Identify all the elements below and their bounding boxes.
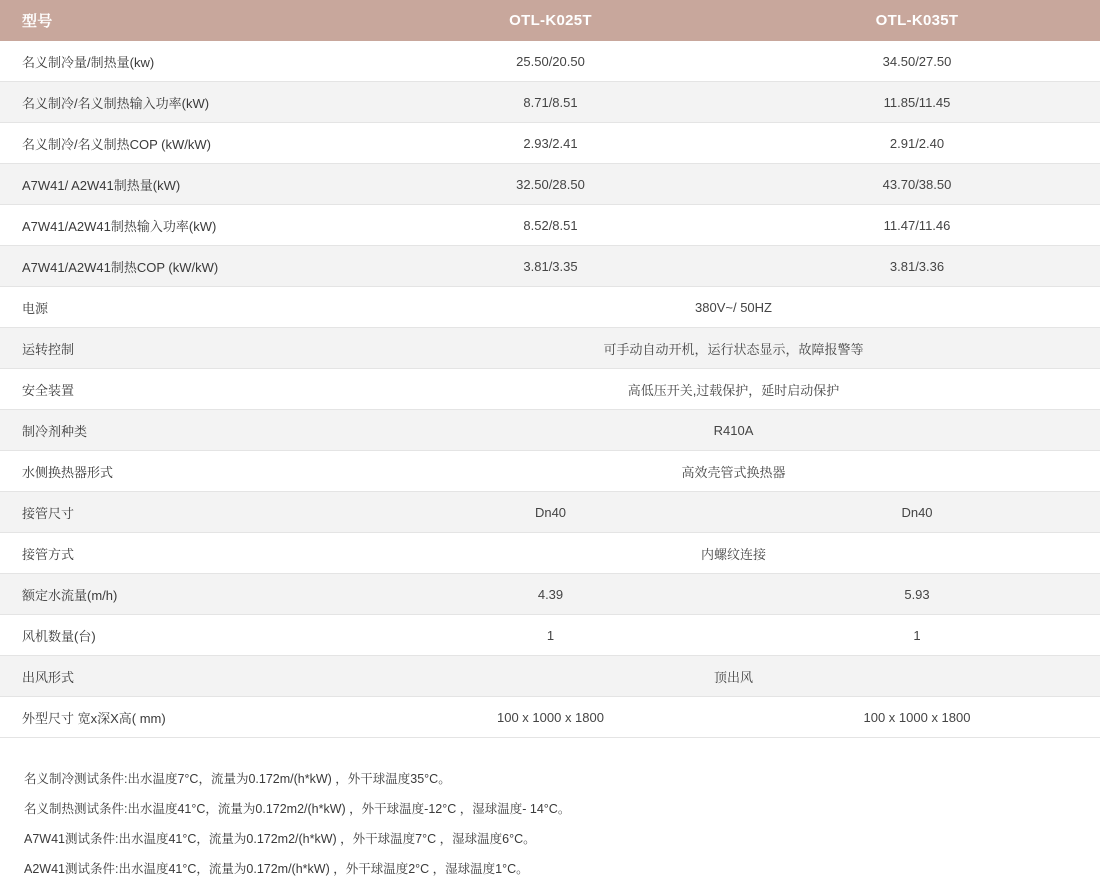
row-label: 名义制冷/名义制热输入功率(kW) — [0, 82, 367, 123]
row-label: A7W41/A2W41制热输入功率(kW) — [0, 205, 367, 246]
table-row — [0, 574, 1100, 615]
row-label: 接管尺寸 — [0, 492, 367, 533]
row-label: 电源 — [0, 287, 367, 328]
table-row — [0, 369, 1100, 410]
header-label: 型号 — [0, 0, 367, 41]
table-header — [0, 0, 1100, 41]
row-value-model-b: 34.50/27.50 — [734, 41, 1100, 82]
row-value-model-b: Dn40 — [734, 492, 1100, 533]
table-row — [0, 41, 1100, 82]
table-row — [0, 287, 1100, 328]
row-label: A7W41/ A2W41制热量(kW) — [0, 164, 367, 205]
row-label: 安全装置 — [0, 369, 367, 410]
table-body — [0, 41, 1100, 738]
table-row — [0, 533, 1100, 574]
row-value-model-a: 3.81/3.35 — [367, 246, 734, 287]
row-value-model-a: 8.71/8.51 — [367, 82, 734, 123]
row-value-model-a: 100 x 1000 x 1800 — [367, 697, 734, 738]
table-row — [0, 123, 1100, 164]
row-value-model-a: 2.93/2.41 — [367, 123, 734, 164]
row-value-model-a: 1 — [367, 615, 734, 656]
row-value-model-b: 100 x 1000 x 1800 — [734, 697, 1100, 738]
row-label: 名义制冷/名义制热COP (kW/kW) — [0, 123, 367, 164]
row-value-shared: 高效壳管式换热器 — [367, 451, 1100, 492]
table-row — [0, 205, 1100, 246]
row-value-shared: 高低压开关,过载保护，延时启动保护 — [367, 369, 1100, 410]
table-row — [0, 656, 1100, 697]
table-row — [0, 82, 1100, 123]
table-row — [0, 492, 1100, 533]
header-row — [0, 0, 1100, 41]
table-row — [0, 451, 1100, 492]
row-label: 名义制冷量/制热量(kw) — [0, 41, 367, 82]
row-value-model-b: 11.47/11.46 — [734, 205, 1100, 246]
row-label: 制冷剂种类 — [0, 410, 367, 451]
row-label: 水侧换热器形式 — [0, 451, 367, 492]
row-value-shared: R410A — [367, 410, 1100, 451]
header-model-a: OTL-K025T — [367, 0, 734, 41]
table-row — [0, 697, 1100, 738]
row-label: 外型尺寸 宽x深X高( mm) — [0, 697, 367, 738]
row-value-shared: 可手动自动开机，运行状态显示，故障报警等 — [367, 328, 1100, 369]
row-value-shared: 顶出风 — [367, 656, 1100, 697]
row-label: A7W41/A2W41制热COP (kW/kW) — [0, 246, 367, 287]
notes-section — [0, 738, 1100, 884]
row-value-model-a: Dn40 — [367, 492, 734, 533]
table-row — [0, 615, 1100, 656]
row-value-shared: 380V~/ 50HZ — [367, 287, 1100, 328]
row-label: 接管方式 — [0, 533, 367, 574]
note-line: A7W41测试条件:出水温度41°C，流量为0.172m2/(h*kW) ，外干球温度7°C ，湿球温度6°C。 — [24, 832, 536, 846]
header-model-b: OTL-K035T — [734, 0, 1100, 41]
table-row — [0, 410, 1100, 451]
row-value-model-a: 4.39 — [367, 574, 734, 615]
note-line: 名义制冷测试条件:出水温度7°C，流量为0.172m/(h*kW) ，外干球温度35°C。 — [24, 772, 451, 786]
row-value-shared: 内螺纹连接 — [367, 533, 1100, 574]
row-label: 出风形式 — [0, 656, 367, 697]
note-line: 名义制热测试条件:出水温度41°C，流量为0.172m2/(h*kW) ，外干球温度-12°C ，湿球温度- 14°C。 — [24, 802, 571, 816]
row-value-model-b: 2.91/2.40 — [734, 123, 1100, 164]
table-row — [0, 246, 1100, 287]
row-label: 风机数量(台) — [0, 615, 367, 656]
row-value-model-a: 25.50/20.50 — [367, 41, 734, 82]
row-value-model-a: 32.50/28.50 — [367, 164, 734, 205]
row-value-model-b: 3.81/3.36 — [734, 246, 1100, 287]
table-row — [0, 164, 1100, 205]
note-line: A2W41测试条件:出水温度41°C，流量为0.172m/(h*kW) ，外干球温度2°C ，湿球温度1°C。 — [24, 862, 529, 876]
row-label: 额定水流量(m/h) — [0, 574, 367, 615]
row-value-model-b: 11.85/11.45 — [734, 82, 1100, 123]
table-row — [0, 328, 1100, 369]
row-label: 运转控制 — [0, 328, 367, 369]
row-value-model-b: 5.93 — [734, 574, 1100, 615]
row-value-model-b: 1 — [734, 615, 1100, 656]
row-value-model-a: 8.52/8.51 — [367, 205, 734, 246]
row-value-model-b: 43.70/38.50 — [734, 164, 1100, 205]
